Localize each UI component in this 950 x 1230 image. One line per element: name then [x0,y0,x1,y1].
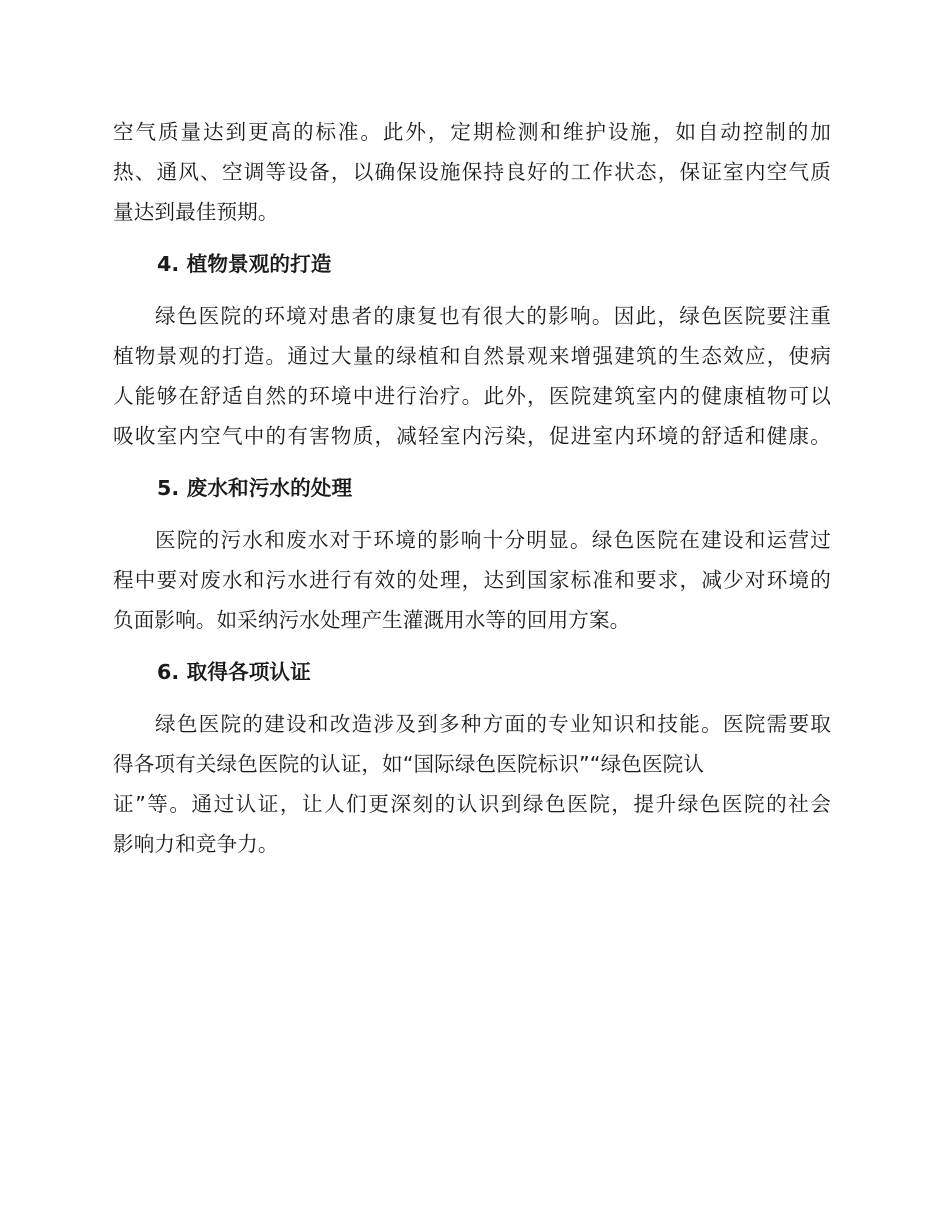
section-5-paragraph [113,520,831,640]
section-4-paragraph [113,296,831,456]
paragraph-line: 植物景观的打造。通过大量的绿植和自然景观来增强建筑的生态效应，使病 [113,344,831,368]
section-6-paragraph [113,704,831,864]
paragraph-line: 绿色医院的建设和改造涉及到多种方面的专业知识和技能。医院需要取 [155,712,831,736]
paragraph-line: 吸收室内空气中的有害物质，减轻室内污染，促进室内环境的舒适和健康。 [113,424,831,448]
paragraph-line: 人能够在舒适自然的环境中进行治疗。此外，医院建筑室内的健康植物可以 [113,384,831,408]
paragraph-line: 量达到最佳预期。 [113,200,279,224]
document-page [113,112,831,864]
paragraph-line: 医院的污水和废水对于环境的影响十分明显。绿色医院在建设和运营过 [155,528,831,552]
paragraph-line: 得各项有关绿色医院的认证，如“国际绿色医院标识”“绿色医院认 [113,752,705,776]
paragraph-line: 空气质量达到更高的标准。此外，定期检测和维护设施，如自动控制的加 [113,120,831,144]
paragraph-line: 绿色医院的环境对患者的康复也有很大的影响。因此，绿色医院要注重 [155,304,831,328]
section-heading-6: 6. 取得各项认证 [157,660,311,684]
paragraph-line: 证”等。通过认证，让人们更深刻的认识到绿色医院，提升绿色医院的社会 [113,792,831,816]
intro-paragraph [113,112,831,232]
paragraph-line: 负面影响。如采纳污水处理产生灌溉用水等的回用方案。 [113,608,631,632]
section-heading-5: 5. 废水和污水的处理 [157,476,353,500]
paragraph-line: 热、通风、空调等设备，以确保设施保持良好的工作状态，保证室内空气质 [113,160,831,184]
section-heading-4: 4. 植物景观的打造 [157,252,332,276]
paragraph-line: 程中要对废水和污水进行有效的处理，达到国家标准和要求，减少对环境的 [113,568,831,592]
paragraph-line: 影响力和竞争力。 [113,832,279,856]
